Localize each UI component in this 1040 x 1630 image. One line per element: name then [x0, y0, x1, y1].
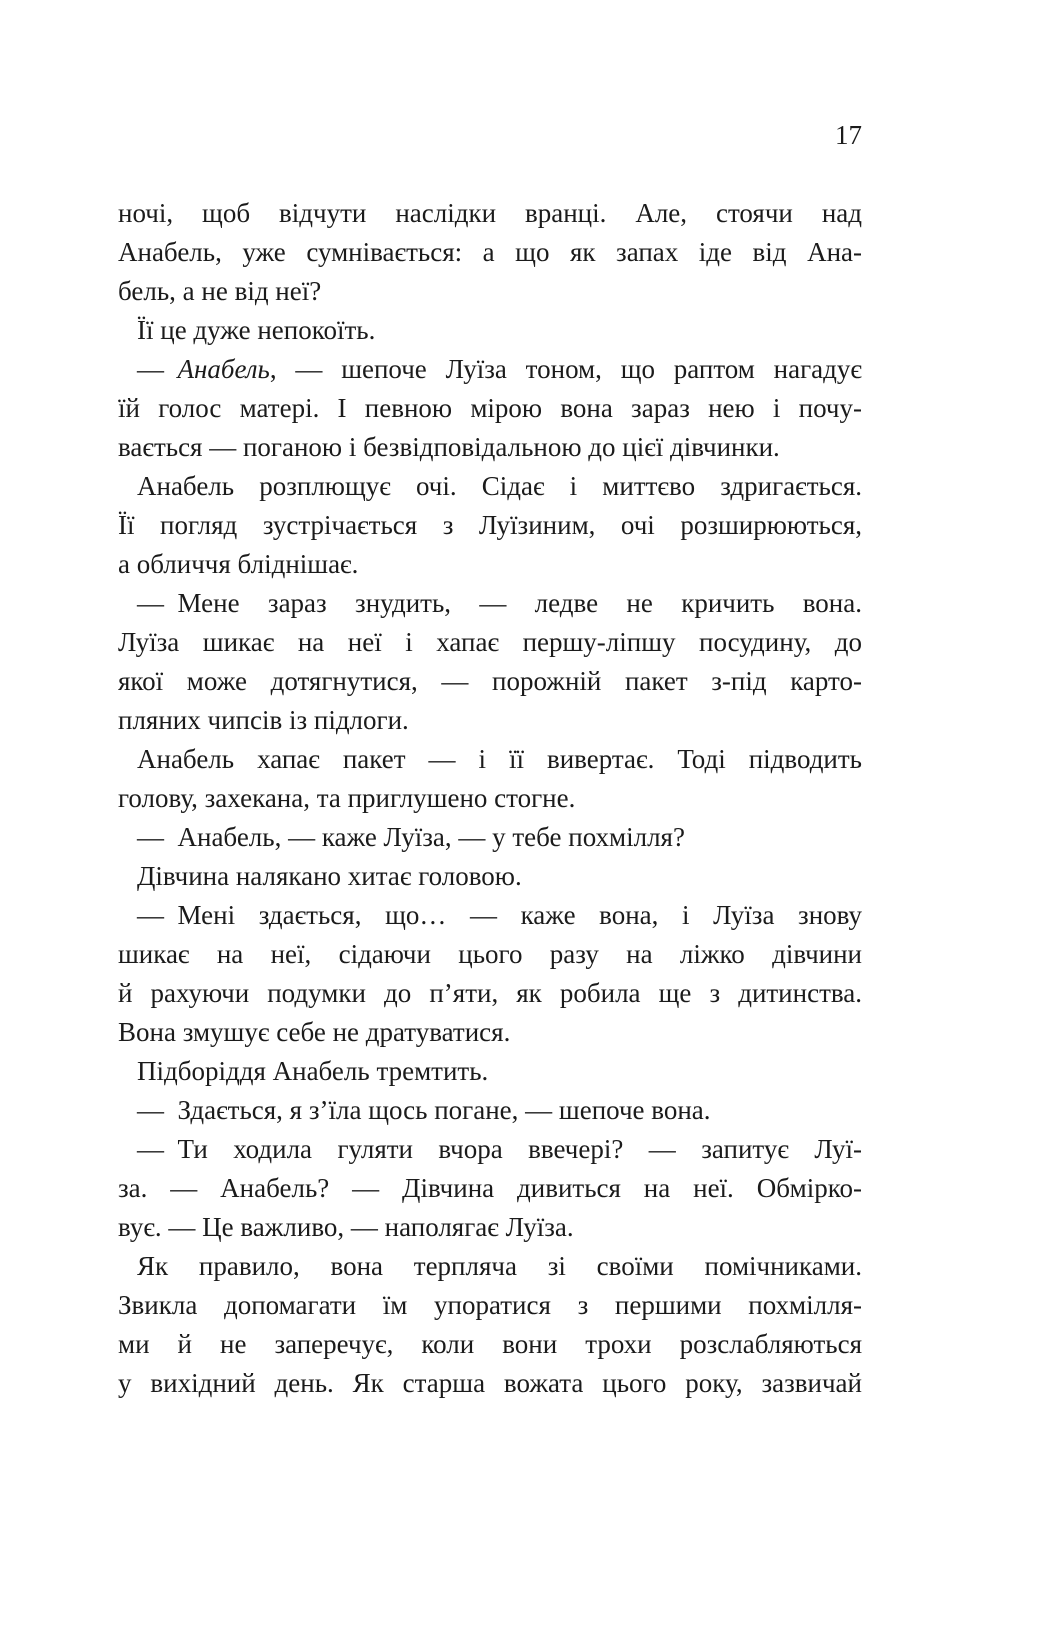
text-line: Її погляд зустрічається з Луїзиним, очі розширюються,: [118, 510, 862, 540]
paragraph: [118, 194, 862, 311]
text-line: якої може дотягнутися, — порожній пакет з-під карто-: [118, 666, 862, 696]
text-line: Анабель хапає пакет — і її вивертає. Тоді підводить: [137, 744, 862, 774]
text-line: вує. — Це важливо, — наполягає Луїза.: [118, 1212, 574, 1242]
text-line: їй голос матері. І певною мірою вона зараз нею і почу-: [118, 393, 862, 423]
emphasized-text: Анабель: [177, 354, 270, 384]
text-line: — Мені здається, що… — каже вона, і Луїза знову: [137, 900, 862, 930]
paragraph: [118, 350, 862, 467]
text-line: й рахуючи подумки до п’яти, як робила ще з дитинства.: [118, 978, 862, 1008]
text-line: — Ти ходила гуляти вчора ввечері? — запитує Луї-: [137, 1134, 862, 1164]
paragraph: [118, 857, 862, 896]
text-line: бель, а не від неї?: [118, 276, 322, 306]
text-line: а обличчя бліднішає.: [118, 549, 359, 579]
paragraph: [118, 1091, 862, 1130]
text-line: Підборіддя Анабель тремтить.: [137, 1056, 489, 1086]
text-line: Як правило, вона терпляча зі своїми помічниками.: [137, 1251, 862, 1281]
text-line: вається — поганою і безвідповідальною до цієї дівчинки.: [118, 432, 780, 462]
paragraph: [118, 467, 862, 584]
text-line: голову, захекана, та приглушено стогне.: [118, 783, 576, 813]
text-line: ми й не заперечує, коли вони трохи розслабляються: [118, 1329, 862, 1359]
text-line: Анабель розплющує очі. Сідає і миттєво здригається.: [137, 471, 862, 501]
text-line: — Здається, я з’їла щось погане, — шепоче вона.: [137, 1095, 711, 1125]
page-number: 17: [835, 120, 862, 150]
text-segment: , — шепоче Луїза тоном, що раптом нагадує: [269, 354, 862, 384]
text-line: Анабель, уже сумнівається: а що як запах іде від Ана-: [118, 237, 862, 267]
paragraph: [118, 1247, 862, 1403]
text-line: Її це дуже непокоїть.: [137, 315, 376, 345]
text-line: Дівчина налякано хитає головою.: [137, 861, 522, 891]
paragraph: [118, 1052, 862, 1091]
text-line: шикає на неї, сідаючи цього разу на ліжко дівчини: [118, 939, 862, 969]
text-line: Вона змушує себе не дратуватися.: [118, 1017, 511, 1047]
text-line: [118, 350, 862, 389]
paragraph: [118, 740, 862, 818]
paragraph: [118, 584, 862, 740]
paragraph: [118, 896, 862, 1052]
text-line: Звикла допомагати їм упоратися з першими похмілля-: [118, 1290, 862, 1320]
text-line: за. — Анабель? — Дівчина дивиться на неї. Обмірко-: [118, 1173, 862, 1203]
text-segment: —: [137, 354, 178, 384]
text-block: [118, 194, 862, 1403]
paragraph: [118, 311, 862, 350]
text-line: пляних чипсів із підлоги.: [118, 705, 409, 735]
paragraph: [118, 818, 862, 857]
text-line: ночі, щоб відчути наслідки вранці. Але, стоячи над: [118, 198, 862, 228]
text-line: у вихідний день. Як старша вожата цього року, зазвичай: [118, 1368, 862, 1398]
text-line: — Анабель, — каже Луїза, — у тебе похмілля?: [137, 822, 685, 852]
text-line: — Мене зараз знудить, — ледве не кричить вона.: [137, 588, 862, 618]
text-line: Луїза шикає на неї і хапає першу-ліпшу посудину, до: [118, 627, 862, 657]
paragraph: [118, 1130, 862, 1247]
